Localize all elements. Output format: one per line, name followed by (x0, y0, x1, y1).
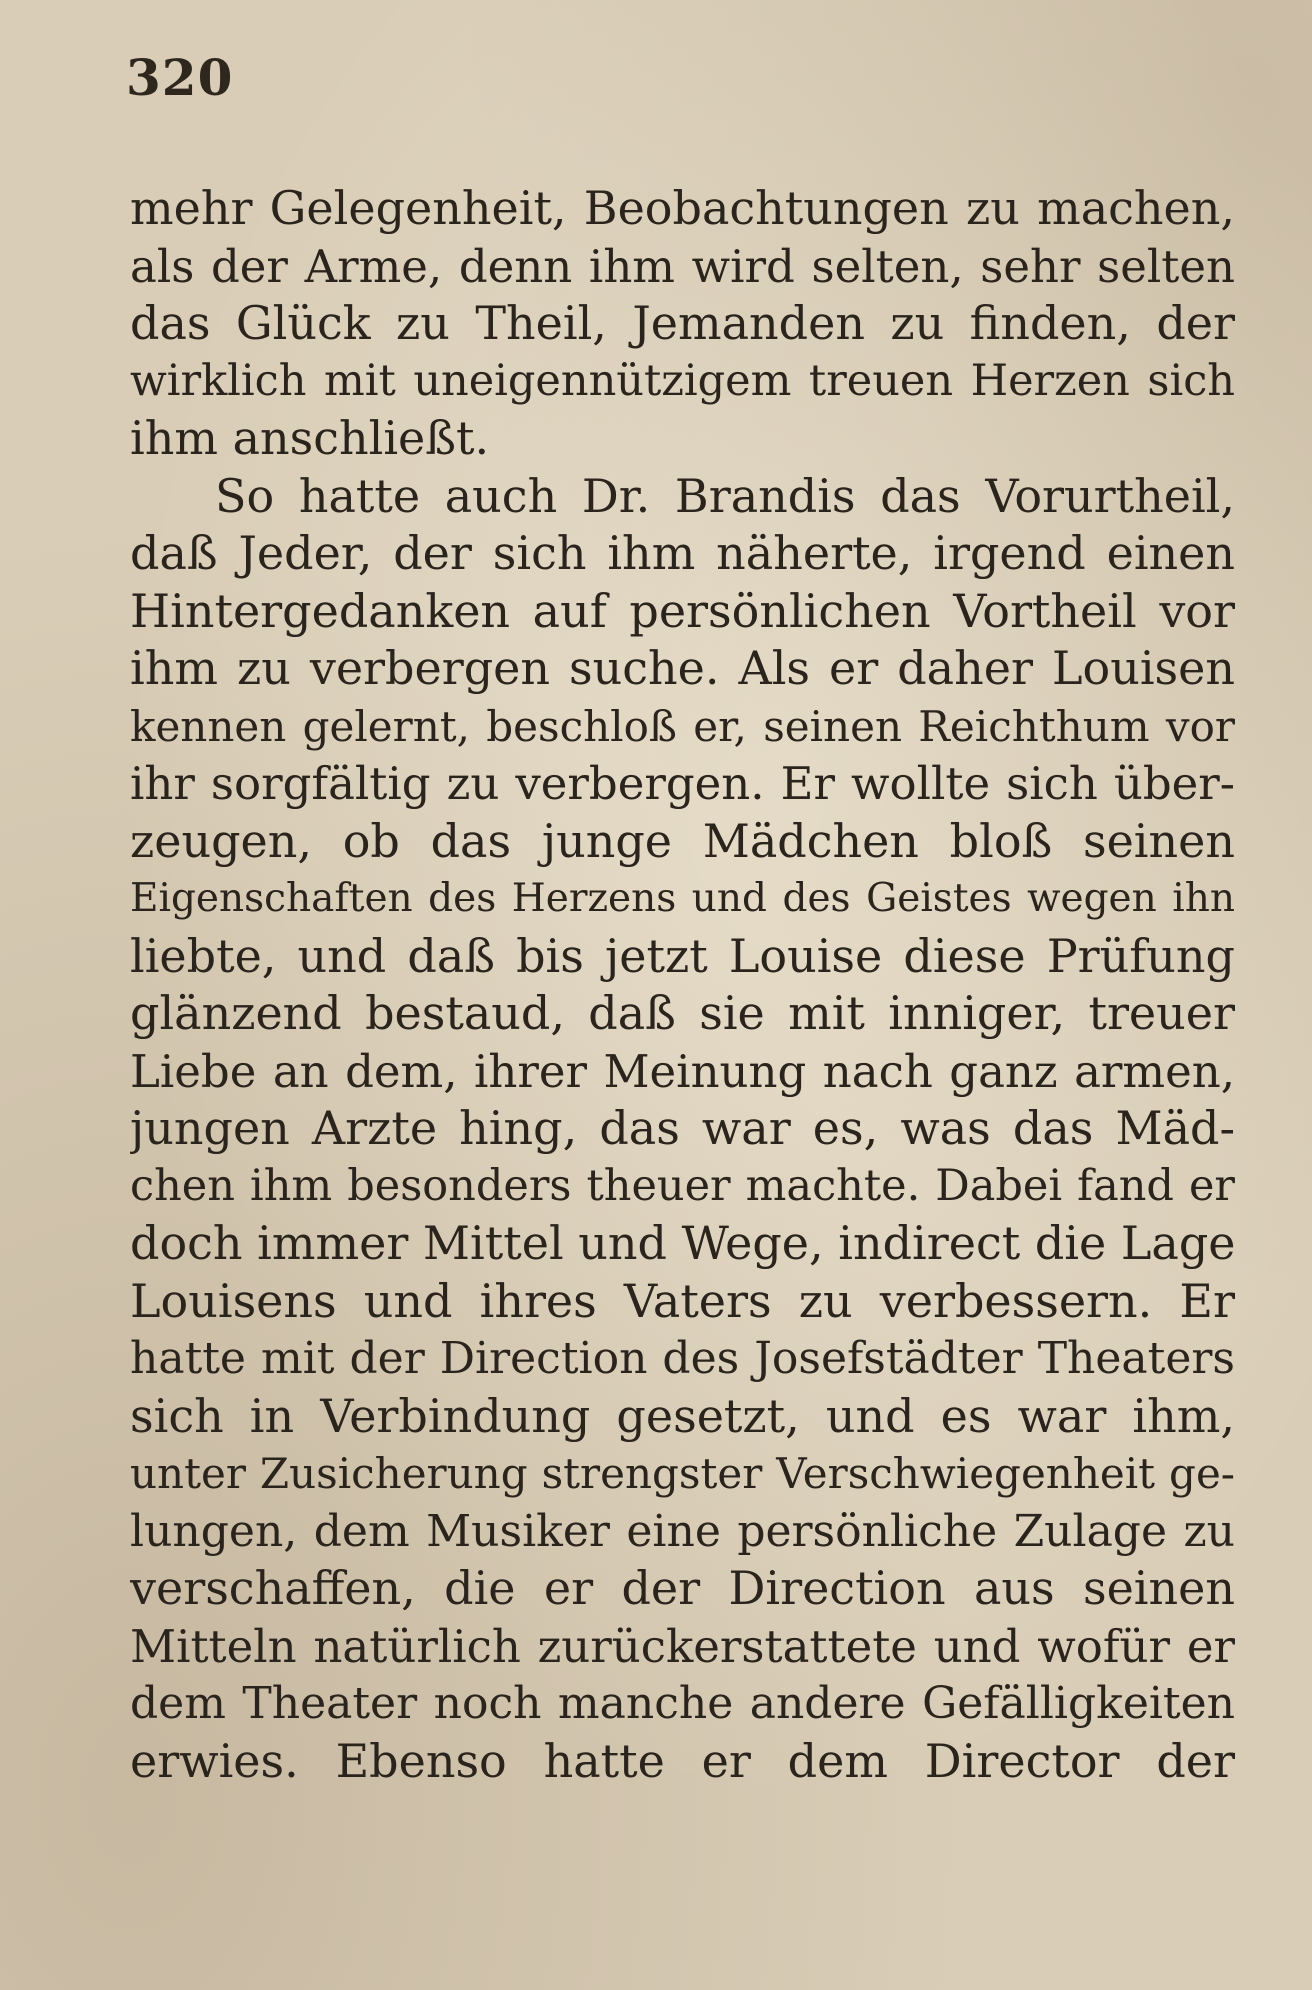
text-line: mehr Gelegenheit, Beobachtungen zu machen, (130, 181, 1235, 235)
text-line: Liebe an dem, ihrer Meinung nach ganz armen, (130, 1044, 1235, 1098)
text-line: ihm zu verbergen suche. Als er daher Louisen (130, 641, 1235, 695)
text-line: ihr sorgfältig zu verbergen. Er wollte sich über- (130, 757, 1235, 810)
text-line: sich in Verbindung gesetzt, und es war ihm, (130, 1388, 1235, 1443)
text-line: liebte, und daß bis jetzt Louise diese Prüfung (130, 928, 1235, 983)
text-line: Eigenschaften des Herzens und des Geistes wegen ihn (130, 876, 1235, 921)
text-line: zeugen, ob das junge Mädchen bloß seinen (130, 813, 1235, 868)
body-text (130, 180, 1235, 1790)
text-line: verschaffen, die er der Direction aus seinen (130, 1561, 1235, 1615)
text-line: dem Theater noch manche andere Gefälligkeiten (130, 1678, 1235, 1729)
text-line: wirklich mit uneigennützigem treuen Herzen sich (130, 355, 1235, 406)
text-line: doch immer Mittel und Wege, indirect die Lage (130, 1216, 1235, 1270)
text-line: unter Zusicherung strengster Verschwiegenheit ge- (130, 1449, 1235, 1498)
text-line: kennen gelernt, beschloß er, seinen Reichthum vor (130, 701, 1235, 751)
text-line: das Glück zu Theil, Jemanden zu finden, der (130, 296, 1235, 350)
text-line: Louisens und ihres Vaters zu verbessern. Er (130, 1273, 1235, 1328)
text-line: chen ihm besonders theuer machte. Dabei fand er (130, 1160, 1235, 1211)
text-line: hatte mit der Direction des Josefstädter Theaters (130, 1333, 1235, 1384)
text-line: ihm anschließt. (130, 411, 490, 465)
text-line: jungen Arzte hing, das war es, was das Mäd- (130, 1101, 1235, 1155)
paragraph-start-line: So hatte auch Dr. Brandis das Vorurtheil, (215, 468, 1235, 523)
text-line: erwies. Ebenso hatte er dem Director der (130, 1733, 1235, 1788)
text-line: Mitteln natürlich zurückerstattete und wofür er (130, 1619, 1235, 1673)
text-line: als der Arme, denn ihm wird selten, sehr selten (130, 239, 1235, 293)
text-line: glänzend bestaud, daß sie mit inniger, treuer (130, 986, 1235, 1040)
text-line: lungen, dem Musiker eine persönliche Zulage zu (130, 1505, 1235, 1557)
page-number: 320 (126, 48, 234, 107)
text-line: Hintergedanken auf persönlichen Vortheil vor (130, 583, 1235, 638)
text-line: daß Jeder, der sich ihm näherte, irgend einen (130, 526, 1235, 580)
